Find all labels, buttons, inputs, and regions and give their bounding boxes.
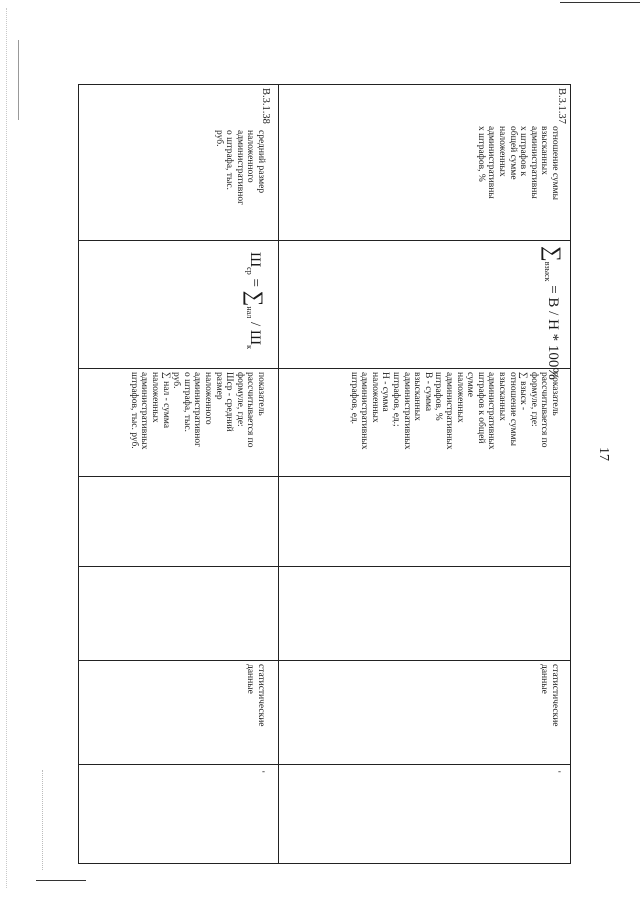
scan-margin-mark [42, 770, 44, 870]
indicator-description: показатель рассчитывается по формуле, где: Шср - средний размер наложенного административног о штрафа, тыс. руб. ∑ нал - сумма наложенных административных штрафов, тыс. руб. [128, 372, 266, 450]
column-divider [78, 660, 571, 661]
indicator-name: отношение суммы взысканных административны х штрафов к общей сумме наложенных административны х штрафов, % [475, 126, 560, 201]
indicator-name: средний размер наложенного административног о штрафа, тыс. руб. [213, 130, 266, 205]
indicator-formula: $Ш_{ср} = \sum_{нал} / Ш_к$ [243, 252, 268, 349]
top-rule [560, 2, 640, 3]
bottom-rule [36, 880, 86, 881]
data-source: статистические данные [539, 664, 560, 727]
indicator-table [78, 84, 571, 864]
indicator-code: В.3.1.37 [556, 88, 567, 124]
row-divider [278, 84, 279, 864]
indicator-code: В.3.1.38 [260, 88, 271, 124]
scan-margin-line [6, 8, 8, 888]
column-divider [78, 368, 571, 369]
column-divider [78, 240, 571, 241]
column-divider [78, 476, 571, 477]
column-divider [78, 764, 571, 765]
scan-margin-mark [18, 40, 19, 120]
empty-cell-dash: - [558, 766, 561, 776]
empty-cell-dash: - [262, 766, 265, 776]
data-source: статистические данные [245, 664, 266, 727]
indicator-description: показатель рассчитывается по формуле, где: ∑ взыск - отношение суммы взысканных административных штрафов к общей сумме наложенных административных штрафов, % В - сумма взысканных административных штрафов, ед.; Н - сумма наложенных административных штрафов, ед. [348, 372, 560, 450]
page-number: 17 [596, 447, 611, 461]
column-divider [78, 566, 571, 567]
indicator-formula: $\sum_{взыск} = В / Н * 100\%$ [541, 246, 566, 380]
